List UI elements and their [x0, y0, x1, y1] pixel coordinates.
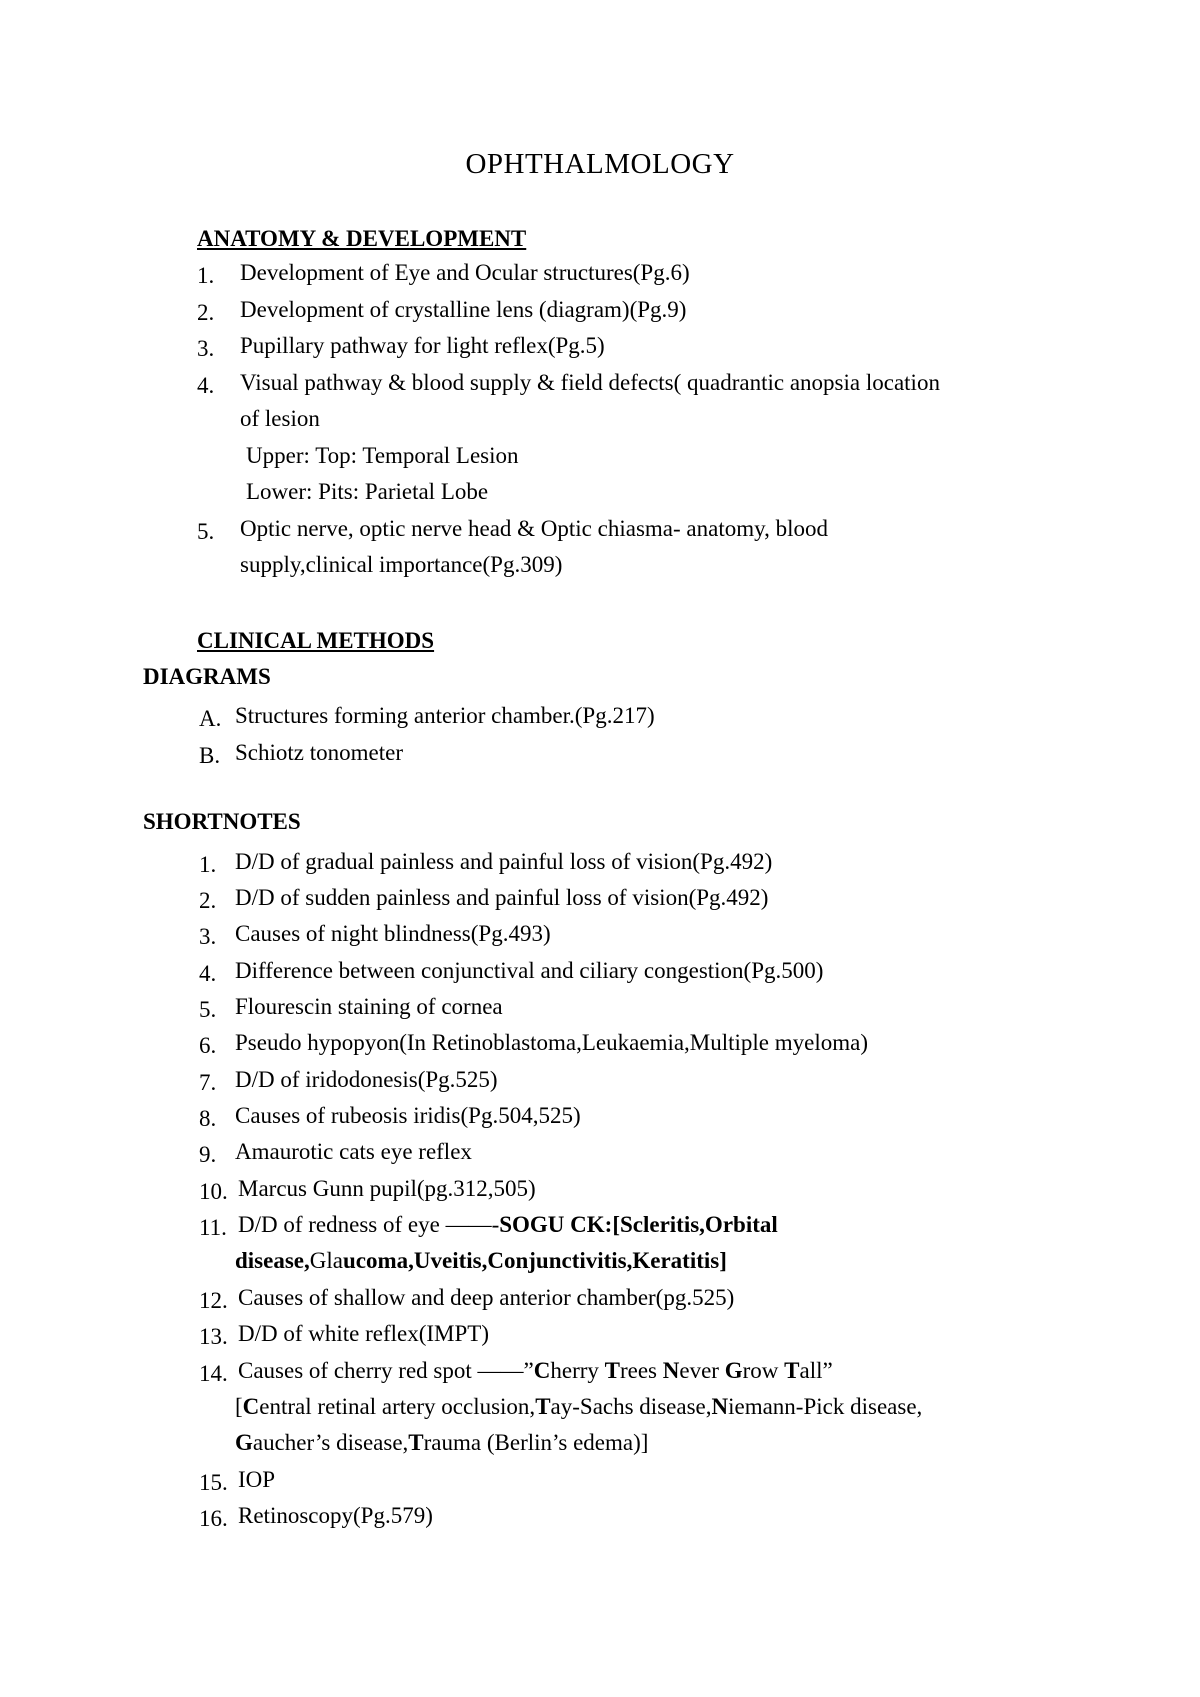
mnemonic-initial: N: [662, 1358, 680, 1383]
list-item-number: 5.: [197, 519, 215, 544]
list-item-continuation: [235, 1246, 727, 1276]
mnemonic-initial: T: [535, 1394, 551, 1419]
list-item-number: 10.: [199, 1179, 228, 1204]
list-item-text: ay-Sachs disease,: [550, 1394, 712, 1419]
list-item-continuation: supply,clinical importance(Pg.309): [240, 552, 563, 577]
list-item: D/D of sudden painless and painful loss of vision(Pg.492): [235, 885, 769, 910]
mnemonic-initial: G: [724, 1358, 743, 1383]
list-item-note: Upper: Top: Temporal Lesion: [246, 443, 519, 468]
list-item-number: 1.: [197, 263, 215, 288]
list-item: Pseudo hypopyon(In Retinoblastoma,Leukaemia,Multiple myeloma): [235, 1030, 869, 1055]
list-item: [238, 1210, 778, 1240]
page-title: OPHTHALMOLOGY: [465, 148, 735, 180]
list-item: [238, 1356, 833, 1386]
list-item-number: 15.: [199, 1470, 228, 1495]
list-item-text: Causes of cherry red spot ——”: [238, 1358, 534, 1383]
list-item-number: 5.: [199, 997, 217, 1022]
mnemonic-text: SOGU CK:[Scleritis,Orbital: [499, 1212, 778, 1237]
list-item: Structures forming anterior chamber.(Pg.217): [235, 703, 655, 728]
list-item: Causes of rubeosis iridis(Pg.504,525): [235, 1103, 581, 1128]
list-item-text: rees: [619, 1358, 663, 1383]
mnemonic-initial: T: [784, 1358, 800, 1383]
mnemonic-initial: T: [408, 1430, 424, 1455]
list-item-continuation: [235, 1428, 648, 1458]
list-item-number: 13.: [199, 1324, 228, 1349]
list-item-text: aucher’s disease,: [252, 1430, 409, 1455]
list-item-continuation: [235, 1392, 922, 1422]
mnemonic-initial: C: [533, 1358, 551, 1383]
list-item-number: 3.: [199, 924, 217, 949]
list-item: Causes of night blindness(Pg.493): [235, 921, 551, 946]
mnemonic-initial: G: [235, 1430, 253, 1455]
list-item-letter: A.: [199, 706, 222, 731]
list-item-number: 7.: [199, 1070, 217, 1095]
list-item: Retinoscopy(Pg.579): [238, 1503, 433, 1528]
list-item: Marcus Gunn pupil(pg.312,505): [238, 1176, 536, 1201]
list-item-letter: B.: [199, 743, 221, 768]
list-item-text: ever: [679, 1358, 725, 1383]
list-item: Development of crystalline lens (diagram)(Pg.9): [240, 297, 687, 322]
list-item: IOP: [238, 1467, 276, 1492]
list-item-note: Lower: Pits: Parietal Lobe: [246, 479, 489, 504]
list-item: D/D of white reflex(IMPT): [238, 1321, 490, 1346]
list-item-continuation: of lesion: [240, 406, 320, 431]
list-item-number: 6.: [199, 1033, 217, 1058]
list-item: Visual pathway & blood supply & field defects( quadrantic anopsia location: [240, 370, 940, 395]
list-item: Difference between conjunctival and ciliary congestion(Pg.500): [235, 958, 824, 983]
list-item: Amaurotic cats eye reflex: [235, 1139, 472, 1164]
list-item-text: all”: [799, 1358, 833, 1383]
list-item: Optic nerve, optic nerve head & Optic chiasma- anatomy, blood: [240, 516, 829, 541]
list-item-text: herry: [550, 1358, 605, 1383]
mnemonic-initial: T: [604, 1358, 620, 1383]
list-item-text: iemann-Pick disease,: [728, 1394, 923, 1419]
mnemonic-text: ucoma,Uveitis,Conjunctivitis,Keratitis]: [342, 1248, 727, 1273]
list-item-number: 11.: [199, 1215, 227, 1240]
list-item-text: D/D of redness of eye ——-: [238, 1212, 500, 1237]
list-item-number: 8.: [199, 1106, 217, 1131]
list-item: Schiotz tonometer: [235, 740, 403, 765]
list-item: Development of Eye and Ocular structures(Pg.6): [240, 260, 690, 285]
list-item-text: [: [235, 1394, 243, 1419]
subheading-shortnotes: SHORTNOTES: [143, 809, 301, 834]
list-item-text: Gla: [309, 1248, 343, 1273]
section-heading-clinical-methods: CLINICAL METHODS: [197, 628, 435, 653]
list-item-number: 12.: [199, 1288, 228, 1313]
mnemonic-text: disease,: [235, 1248, 310, 1273]
list-item-number: 14.: [199, 1361, 228, 1386]
list-item-number: 1.: [199, 852, 217, 877]
list-item-text: rauma (Berlin’s edema)]: [423, 1430, 649, 1455]
mnemonic-initial: C: [242, 1394, 260, 1419]
list-item: Pupillary pathway for light reflex(Pg.5): [240, 333, 605, 358]
list-item-number: 2.: [199, 888, 217, 913]
list-item: D/D of iridodonesis(Pg.525): [235, 1067, 498, 1092]
list-item: Causes of shallow and deep anterior chamber(pg.525): [238, 1285, 735, 1310]
list-item: D/D of gradual painless and painful loss of vision(Pg.492): [235, 849, 773, 874]
list-item-number: 4.: [199, 961, 217, 986]
list-item-number: 2.: [197, 300, 215, 325]
list-item: Flourescin staining of cornea: [235, 994, 503, 1019]
section-heading-anatomy: ANATOMY & DEVELOPMENT: [197, 226, 527, 251]
list-item-text: row: [742, 1358, 785, 1383]
list-item-number: 16.: [199, 1506, 228, 1531]
list-item-number: 3.: [197, 336, 215, 361]
list-item-text: entral retinal artery occlusion,: [259, 1394, 536, 1419]
mnemonic-initial: N: [711, 1394, 729, 1419]
list-item-number: 9.: [199, 1142, 217, 1167]
list-item-number: 4.: [197, 373, 215, 398]
subheading-diagrams: DIAGRAMS: [143, 664, 271, 689]
